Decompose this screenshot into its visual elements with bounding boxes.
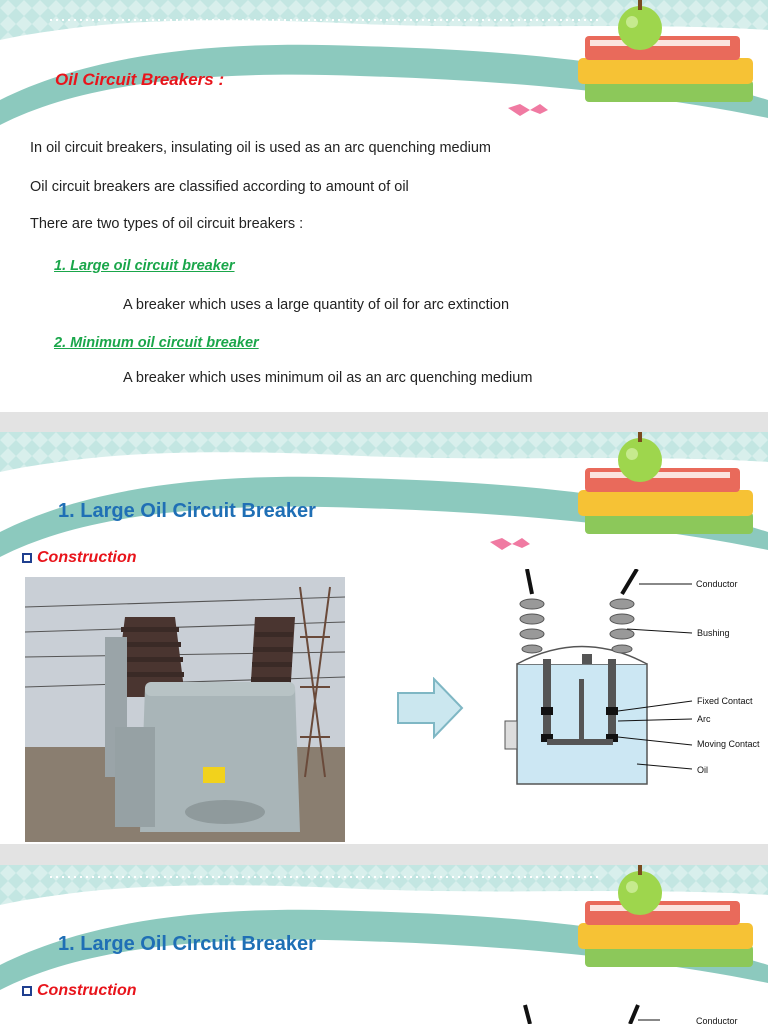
section-heading (22, 982, 137, 1000)
label-moving-contact: Moving Contact (697, 739, 760, 749)
slide-title: 1. Large Oil Circuit Breaker (58, 500, 316, 522)
paragraph: In oil circuit breakers, insulating oil is used as an arc quenching medium (30, 140, 492, 156)
label-bushing: Bushing (697, 628, 730, 638)
oil-circuit-breaker-photo (25, 577, 345, 842)
paragraph: There are two types of oil circuit breakers : (30, 216, 304, 232)
slide-gap (0, 412, 768, 432)
label-conductor: Conductor (696, 1016, 738, 1024)
slide-3 (0, 865, 768, 1024)
slide-header-decoration (0, 865, 768, 995)
type-2-heading[interactable]: 2. Minimum oil circuit breaker (54, 335, 259, 351)
slide-header-decoration (0, 432, 768, 562)
checkbox-bullet-icon (22, 553, 32, 563)
type-1-heading[interactable]: 1. Large oil circuit breaker (54, 258, 235, 274)
section-heading-label: Construction (37, 982, 137, 999)
label-fixed-contact: Fixed Contact (697, 696, 753, 706)
slide-2 (0, 432, 768, 844)
oil-circuit-breaker-diagram (487, 569, 767, 794)
label-oil: Oil (697, 765, 708, 775)
slide-1 (0, 0, 768, 412)
slide-title: 1. Large Oil Circuit Breaker (58, 933, 316, 955)
type-1-description: A breaker which uses a large quantity of oil for arc extinction (123, 297, 510, 313)
slide-title: Oil Circuit Breakers : (55, 70, 225, 89)
conductor-diagram-partial (510, 1000, 660, 1024)
section-heading-label: Construction (37, 549, 137, 566)
checkbox-bullet-icon (22, 986, 32, 996)
paragraph: Oil circuit breakers are classified according to amount of oil (30, 179, 409, 195)
section-heading (22, 549, 137, 567)
label-arc: Arc (697, 714, 711, 724)
slide-header-decoration (0, 0, 768, 130)
type-2-description: A breaker which uses minimum oil as an arc quenching medium (123, 370, 533, 386)
slide-gap (0, 844, 768, 865)
label-conductor: Conductor (696, 579, 738, 589)
right-arrow-icon (396, 677, 466, 739)
